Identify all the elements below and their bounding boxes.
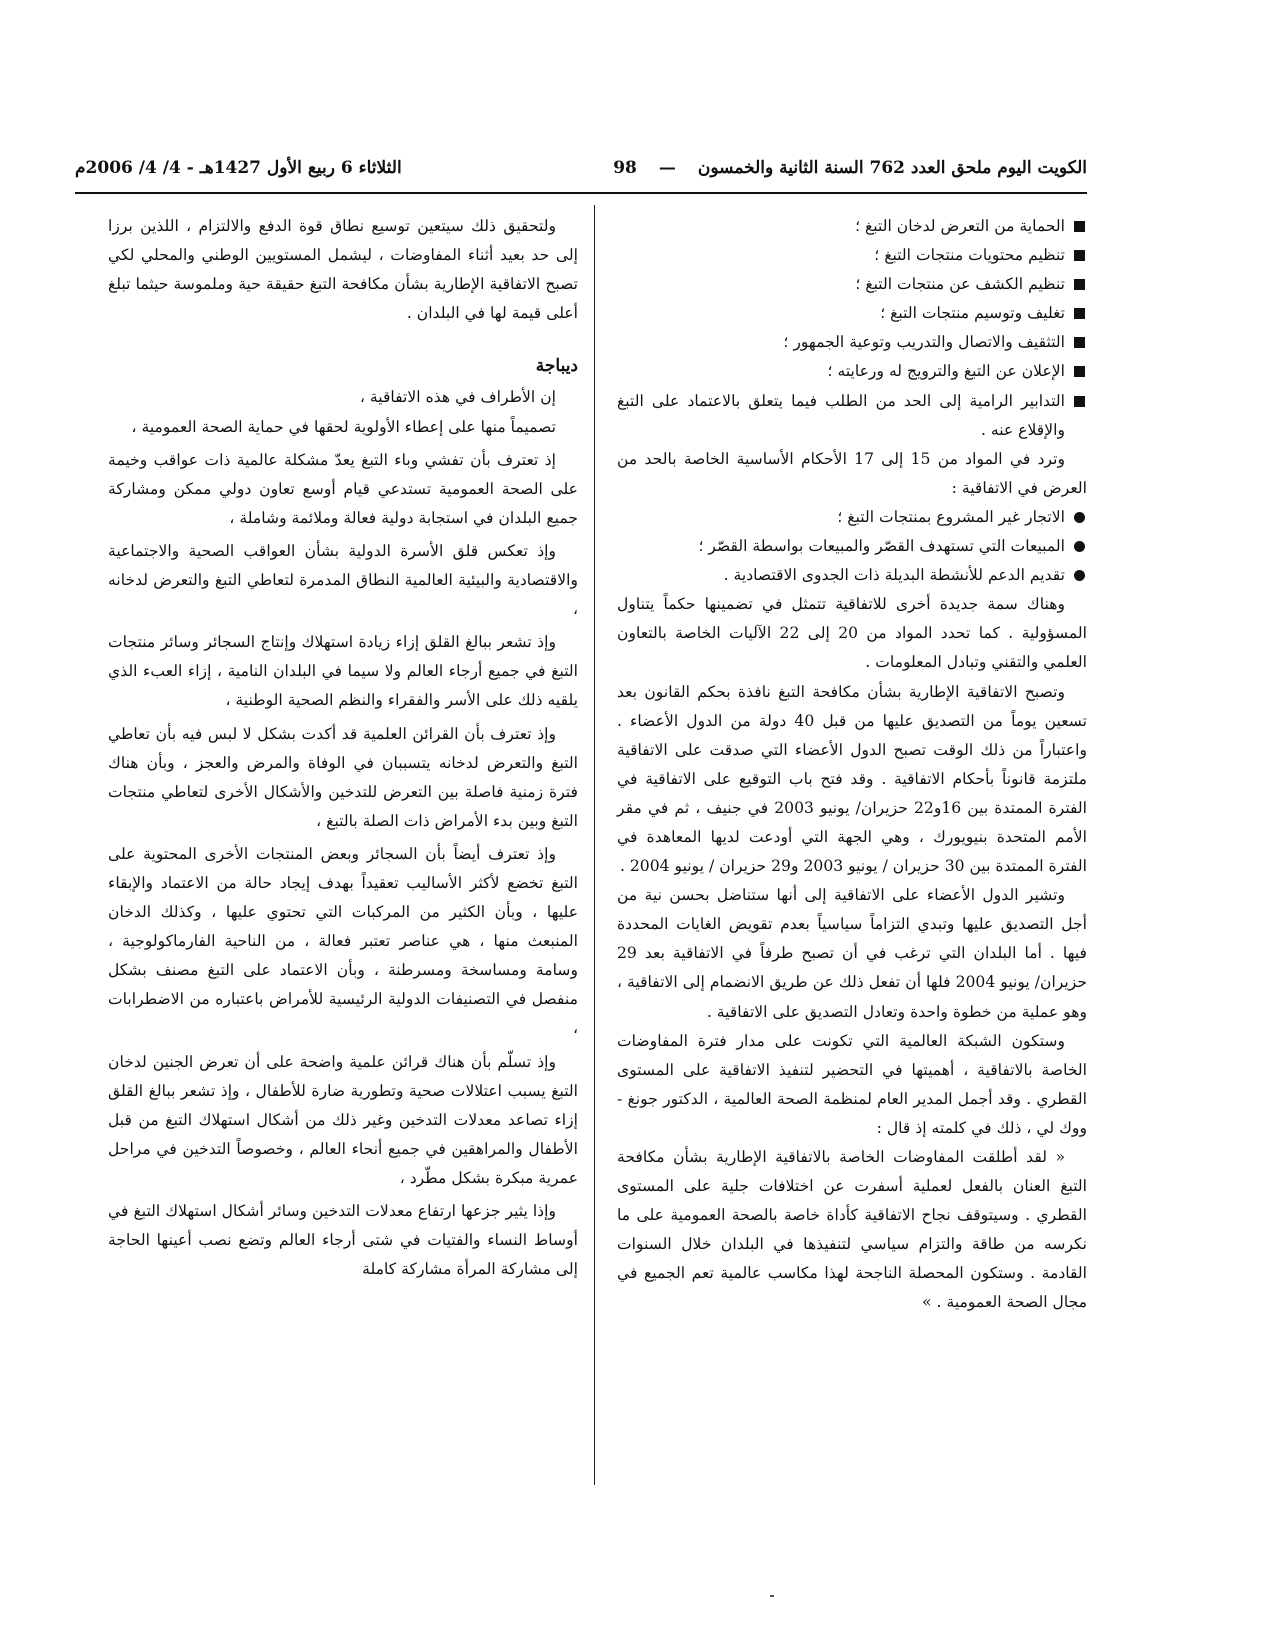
paragraph: وإذ تعترف أيضاً بأن السجائر وبعض المنتجات الأخرى المحتوية على التبغ تخضع لأكثر الأساليب تعقيداً بهدف إيجاد حالة من الاعتماد والإبقاء عليها ، وبأن الكثير من المركبات التي تحتوي عليها ، وكذلك الدخان المنبعث منها ، هي عناصر تعتبر فعالة ، من الناحية الفارماكولوجية ، وسامة ومساسخة ومسرطنة ، وبأن الاعتماد على التبغ مصنف بشكل منفصل في التصنيفات الدولية الرئيسية للأمراض باعتباره من الاضطرابات ، — [108, 844, 578, 1038]
list-item: الحماية من التعرض لدخان التبغ ؛ — [617, 212, 1087, 241]
header-journal-title: الكويت اليوم ملحق العدد 762 السنة الثانية والخمسون — [697, 158, 1087, 178]
header-journal-block — [613, 158, 1087, 178]
circle-bullet-icon — [1074, 512, 1085, 523]
list-item: تقديم الدعم للأنشطة البديلة ذات الجدوى الاقتصادية . — [617, 561, 1087, 590]
paragraph: وإذا يثير جزعها ارتفاع معدلات التدخين وسائر أشكال استهلاك التبغ في أوساط النساء والفتيات في شتى أرجاء العالم وتضع نصب أعينها الحاجة إلى مشاركة المرأة مشاركة كاملة — [108, 1202, 578, 1279]
page-header — [75, 148, 1087, 188]
list-item: المبيعات التي تستهدف القصّر والمبيعات بواسطة القصّر ؛ — [617, 532, 1087, 561]
square-bullet-icon — [1074, 396, 1085, 407]
paragraph: وتصبح الاتفاقية الإطارية بشأن مكافحة التبغ نافذة بحكم القانون بعد تسعين يوماً من التصديق عليها من قبل 40 دولة من الدول الأعضاء . واعتباراً من ذلك الوقت تصبح الدول الأعضاء التي صدقت على الاتفاقية ملتزمة قانوناً بأحكام الاتفاقية . وقد فتح باب التوقيع على الاتفاقية في الفترة الممتدة بين 16و22 حزيران/ يونيو 2003 في جنيف ، ثم في مقر الأمم المتحدة بنيويورك ، وهي الجهة التي أودعت لديها المعاهدة في الفترة الممتدة بين 30 حزيران / يونيو 2003 و29 حزيران / يونيو 2004 . — [617, 682, 1088, 876]
circle-bullet-icon — [1074, 541, 1085, 552]
square-bullet-icon — [1074, 308, 1085, 319]
column-divider — [594, 205, 595, 1485]
paragraph: إن الأطراف في هذه الاتفاقية ، — [359, 388, 556, 407]
paragraph: وإذ تشعر ببالغ القلق إزاء زيادة استهلاك وإنتاج السجائر وسائر منتجات التبغ في جميع أرجاء العالم ولا سيما في البلدان النامية ، إزاء العبء الذي يلقيه ذلك على الأسر والفقراء والنظم الصحية الوطنية ، — [108, 633, 578, 710]
square-bullet-icon — [1074, 250, 1085, 261]
quote-paragraph: « لقد أطلقت المفاوضات الخاصة بالاتفاقية الإطارية بشأن مكافحة التبغ العنان بالفعل لعملية أسفرت عن اختلافات جلية على المستوى القطري . وسيتوقف نجاح الاتفاقية كأداة خاصة بالصحة العمومية على ما نكرسه من طاقة والتزام سياسي لتنفيذها في البلدان خلال السنوات القادمة . وستكون المحصلة الناجحة لهذا مكاسب عالمية تعم الجميع في مجال الصحة العمومية . » — [617, 1148, 1087, 1312]
list-item: تنظيم محتويات منتجات التبغ ؛ — [617, 241, 1087, 270]
bullet-list-supply — [617, 503, 1087, 590]
header-separator: — — [658, 158, 676, 178]
list-item: تغليف وتوسيم منتجات التبغ ؛ — [617, 299, 1087, 328]
scan-dot — [770, 1595, 774, 1597]
header-date: الثلاثاء 6 ربيع الأول 1427هـ - 4/ 4/ 2006م — [75, 158, 402, 178]
paragraph: وتشير الدول الأعضاء على الاتفاقية إلى أنها ستناضل بحسن نية من أجل التصديق عليها وتبدي التزاماً سياسياً بعدم تقويض الغايات المحددة فيها . أما البلدان التي ترغب في أن تصبح طرفاً في الاتفاقية بعد 29 حزيران/ يونيو 2004 فلها أن تفعل ذلك عن طريق الانضمام إلى الاتفاقية ، وهو عملية من خطوة واحدة وتعادل التصديق على الاتفاقية . — [617, 886, 1087, 1021]
paragraph: تصميماً منها على إعطاء الأولوية لحقها في حماية الصحة العمومية ، — [131, 417, 556, 436]
square-bullet-icon — [1074, 221, 1085, 232]
paragraph: وستكون الشبكة العالمية التي تكونت على مدار فترة المفاوضات الخاصة بالاتفاقية ، أهميتها في التحضير لتنفيذ الاتفاقية على المستوى القطري . وقد أجمل المدير العام لمنظمة الصحة العالمية ، الدكتور جونغ - ووك لي ، ذلك في كلمته إذ قال : — [617, 1031, 1087, 1137]
list-item: التثقيف والاتصال والتدريب وتوعية الجمهور ؛ — [617, 328, 1087, 357]
paragraph: وإذ تعكس قلق الأسرة الدولية بشأن العواقب الصحية والاجتماعية والاقتصادية والبيئية العالمية النطاق المدمرة لتعاطي التبغ والتعرض لدخانه ، — [108, 541, 578, 619]
left-column — [108, 212, 578, 1284]
paragraph: وترد في المواد من 15 إلى 17 الأحكام الأساسية الخاصة بالحد من العرض في الاتفاقية : — [617, 449, 1087, 497]
paragraph: وهناك سمة جديدة أخرى للاتفاقية تتمثل في تضمينها حكماً يتناول المسؤولية . كما تحدد المواد من 20 إلى 22 الآليات الخاصة بالتعاون العلمي والتقني وتبادل المعلومات . — [617, 595, 1088, 672]
square-bullet-icon — [1074, 337, 1085, 348]
paragraph: وإذ تعترف بأن القرائن العلمية قد أكدت بشكل لا لبس فيه بأن تعاطي التبغ والتعرض لدخانه يتسببان في الوفاة والمرض والعجز ، وبأن هناك فترة زمنية فاصلة بين التعرض للتدخين والأشكال الأخرى لتعاطي منتجات التبغ وبين بدء الأمراض ذات الصلة بالتبغ ، — [108, 724, 578, 830]
right-column — [617, 212, 1087, 1318]
list-item: التدابير الرامية إلى الحد من الطلب فيما يتعلق بالاعتماد على التبغ والإقلاع عنه . — [617, 387, 1087, 445]
list-item: الإعلان عن التبغ والترويج له ورعايته ؛ — [617, 357, 1087, 386]
square-bullet-icon — [1074, 279, 1085, 290]
square-bullet-icon — [1074, 366, 1085, 377]
circle-bullet-icon — [1074, 570, 1085, 581]
paragraph: وإذ تسلّم بأن هناك قرائن علمية واضحة على أن تعرض الجنين لدخان التبغ يسبب اعتلالات صحية وتطورية ضارة للأطفال ، وإذ تشعر ببالغ القلق إزاء تصاعد معدلات التدخين وغير ذلك من أشكال استهلاك التبغ من قبل الأطفال والمراهقين في جميع أنحاء العالم ، وخصوصاً التدخين في مراحل عمرية مبكرة بشكل مطّرد ، — [108, 1052, 578, 1187]
section-heading-preamble: ديباجة — [535, 356, 578, 377]
header-rule — [75, 192, 1087, 194]
list-item: الاتجار غير المشروع بمنتجات التبغ ؛ — [617, 503, 1087, 532]
paragraph: ولتحقيق ذلك سيتعين توسيع نطاق قوة الدفع والالتزام ، اللذين برزا إلى حد بعيد أثناء المفاوضات ، ليشمل المستويين الوطني والمحلي لكي تصبح الاتفاقية الإطارية بشأن مكافحة التبغ حقيقة حية وملموسة حيثما تبلغ أعلى قيمة لها في البلدان . — [108, 217, 578, 323]
list-item: تنظيم الكشف عن منتجات التبغ ؛ — [617, 270, 1087, 299]
paragraph: إذ تعترف بأن تفشي وباء التبغ يعدّ مشكلة عالمية ذات عواقب وخيمة على الصحة العمومية تستدعي قيام أوسع تعاون دولي ممكن ومشاركة جميع البلدان في استجابة دولية فعالة وملائمة وشاملة ، — [108, 450, 578, 527]
header-page-number: 98 — [613, 158, 637, 178]
bullet-list-demand — [617, 212, 1087, 445]
